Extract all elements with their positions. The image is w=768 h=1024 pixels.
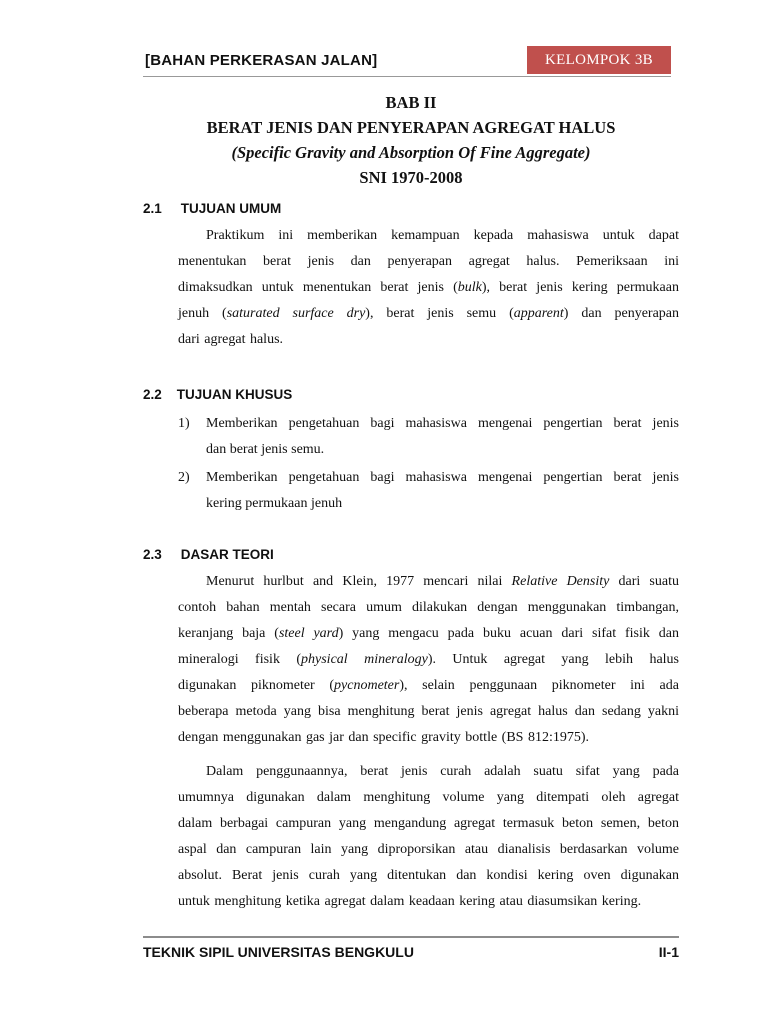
- list-item: [178, 411, 679, 463]
- paragraph-line: [178, 595, 679, 621]
- text-run: dimaksudkan untuk menentukan berat jenis (: [178, 280, 458, 295]
- section-heading-2-2: [143, 387, 292, 402]
- list-marker: 2): [178, 470, 190, 485]
- chapter-titles: [143, 90, 679, 190]
- paragraph-line: [178, 249, 679, 275]
- standard-code: SNI 1970-2008: [359, 168, 463, 187]
- page-footer: [143, 936, 679, 964]
- paragraph-line: [178, 699, 679, 725]
- group-badge: KELOMPOK 3B: [527, 46, 671, 74]
- text-run: ) dan penyerapan: [563, 306, 680, 321]
- chapter-title: BERAT JENIS DAN PENYERAPAN AGREGAT HALUS: [206, 118, 616, 137]
- text-run: dalam berbagai campuran yang mengandung agregat termasuk beton semen, beton: [178, 816, 679, 831]
- italic-term: pycnometer: [334, 678, 400, 693]
- text-run: ), berat jenis kering permukaan: [481, 280, 679, 295]
- text-run: dengan menggunakan gas jar dan specific gravity bottle (BS 812:1975).: [178, 730, 590, 745]
- paragraph-line: [178, 569, 679, 595]
- text-run: ), berat jenis semu (: [365, 306, 514, 321]
- section-title: TUJUAN UMUM: [180, 201, 282, 216]
- text-run: Dalam penggunaannya, berat jenis curah adalah suatu sifat yang pada: [206, 764, 679, 779]
- header-divider: [143, 76, 671, 77]
- text-run: menentukan berat jenis dan penyerapan agregat halus. Pemeriksaan ini: [178, 254, 679, 269]
- text-run: digunakan piknometer (: [178, 678, 335, 693]
- text-run: ). Untuk agregat yang lebih halus: [427, 652, 679, 667]
- paragraph-line: [178, 275, 679, 301]
- paragraph-line: [178, 223, 679, 249]
- paragraph-line: [178, 863, 679, 889]
- paragraph-line: [178, 759, 679, 785]
- italic-term: apparent: [513, 306, 564, 321]
- text-run: keranjang baja (: [178, 626, 279, 641]
- paragraph-line: [178, 785, 679, 811]
- text-run: jenuh (: [178, 306, 227, 321]
- paragraph-line: [178, 837, 679, 863]
- section-number: 2.2: [143, 387, 162, 402]
- section-title: TUJUAN KHUSUS: [176, 387, 293, 402]
- paragraph-line: [178, 647, 679, 673]
- text-run: dari suatu: [609, 574, 679, 589]
- paragraph-line: [178, 327, 679, 353]
- list-item-line: Memberikan pengetahuan bagi mahasiswa mengenai pengertian berat jenis: [206, 470, 679, 485]
- text-run: beberapa metoda yang bisa menghitung berat jenis agregat halus dan sedang yakni: [178, 704, 679, 719]
- section-number: 2.3: [143, 547, 162, 562]
- text-run: absolut. Berat jenis curah yang ditentukan dan kondisi kering oven digunakan: [178, 868, 679, 883]
- paragraph-line: [178, 621, 679, 647]
- header-title: [BAHAN PERKERASAN JALAN]: [145, 52, 378, 69]
- paragraph-line: [178, 301, 679, 327]
- italic-term: saturated surface dry: [226, 306, 366, 321]
- text-run: contoh bahan mentah secara umum dilakukan dengan menggunakan timbangan,: [178, 600, 679, 615]
- paragraph-dasar-teori-2: [178, 759, 679, 915]
- paragraph-line: [178, 725, 679, 751]
- chapter-number: BAB II: [385, 93, 437, 112]
- list-marker: 1): [178, 416, 190, 431]
- section-heading-2-3: [143, 547, 274, 562]
- italic-term: physical mineralogy: [301, 652, 428, 667]
- paragraph-line: [178, 889, 679, 915]
- text-run: umumnya digunakan dalam menghitung volume yang ditempati oleh agregat: [178, 790, 679, 805]
- text-run: ), selain penggunaan piknometer ini ada: [399, 678, 679, 693]
- text-run: untuk menghitung ketika agregat dalam keadaan kering atau diasumsikan kering.: [178, 894, 642, 909]
- list-item-line: kering permukaan jenuh: [206, 496, 343, 511]
- italic-term: bulk: [457, 280, 482, 295]
- list-item-line: dan berat jenis semu.: [206, 442, 325, 457]
- page-header: [143, 46, 671, 76]
- section-title: DASAR TEORI: [180, 547, 274, 562]
- italic-term: steel yard: [278, 626, 339, 641]
- text-run: ) yang mengacu pada buku acuan dari sifat fisik dan: [338, 626, 679, 641]
- text-run: Menurut hurlbut and Klein, 1977 mencari nilai: [206, 574, 512, 589]
- paragraph-line: [178, 811, 679, 837]
- section-number: 2.1: [143, 201, 162, 216]
- objectives-list: [178, 411, 679, 517]
- text-run: aspal dan campuran lain yang diproporsikan atau dianalisis berdasarkan volume: [178, 842, 679, 857]
- page-number: II-1: [658, 944, 679, 960]
- text-run: mineralogi fisik (: [178, 652, 302, 667]
- paragraph-tujuan-umum: [178, 223, 679, 353]
- text-run: dari agregat halus.: [178, 332, 284, 347]
- footer-department: TEKNIK SIPIL UNIVERSITAS BENGKULU: [143, 944, 414, 960]
- paragraph-dasar-teori-1: [178, 569, 679, 751]
- list-item: [178, 465, 679, 517]
- section-heading-2-1: [143, 201, 281, 216]
- paragraph-line: [178, 673, 679, 699]
- italic-term: Relative Density: [511, 574, 610, 589]
- text-run: Praktikum ini memberikan kemampuan kepada mahasiswa untuk dapat: [206, 228, 679, 243]
- chapter-subtitle-english: (Specific Gravity and Absorption Of Fine Aggregate): [231, 143, 591, 162]
- footer-divider: [143, 936, 679, 938]
- list-item-line: Memberikan pengetahuan bagi mahasiswa mengenai pengertian berat jenis: [206, 416, 679, 431]
